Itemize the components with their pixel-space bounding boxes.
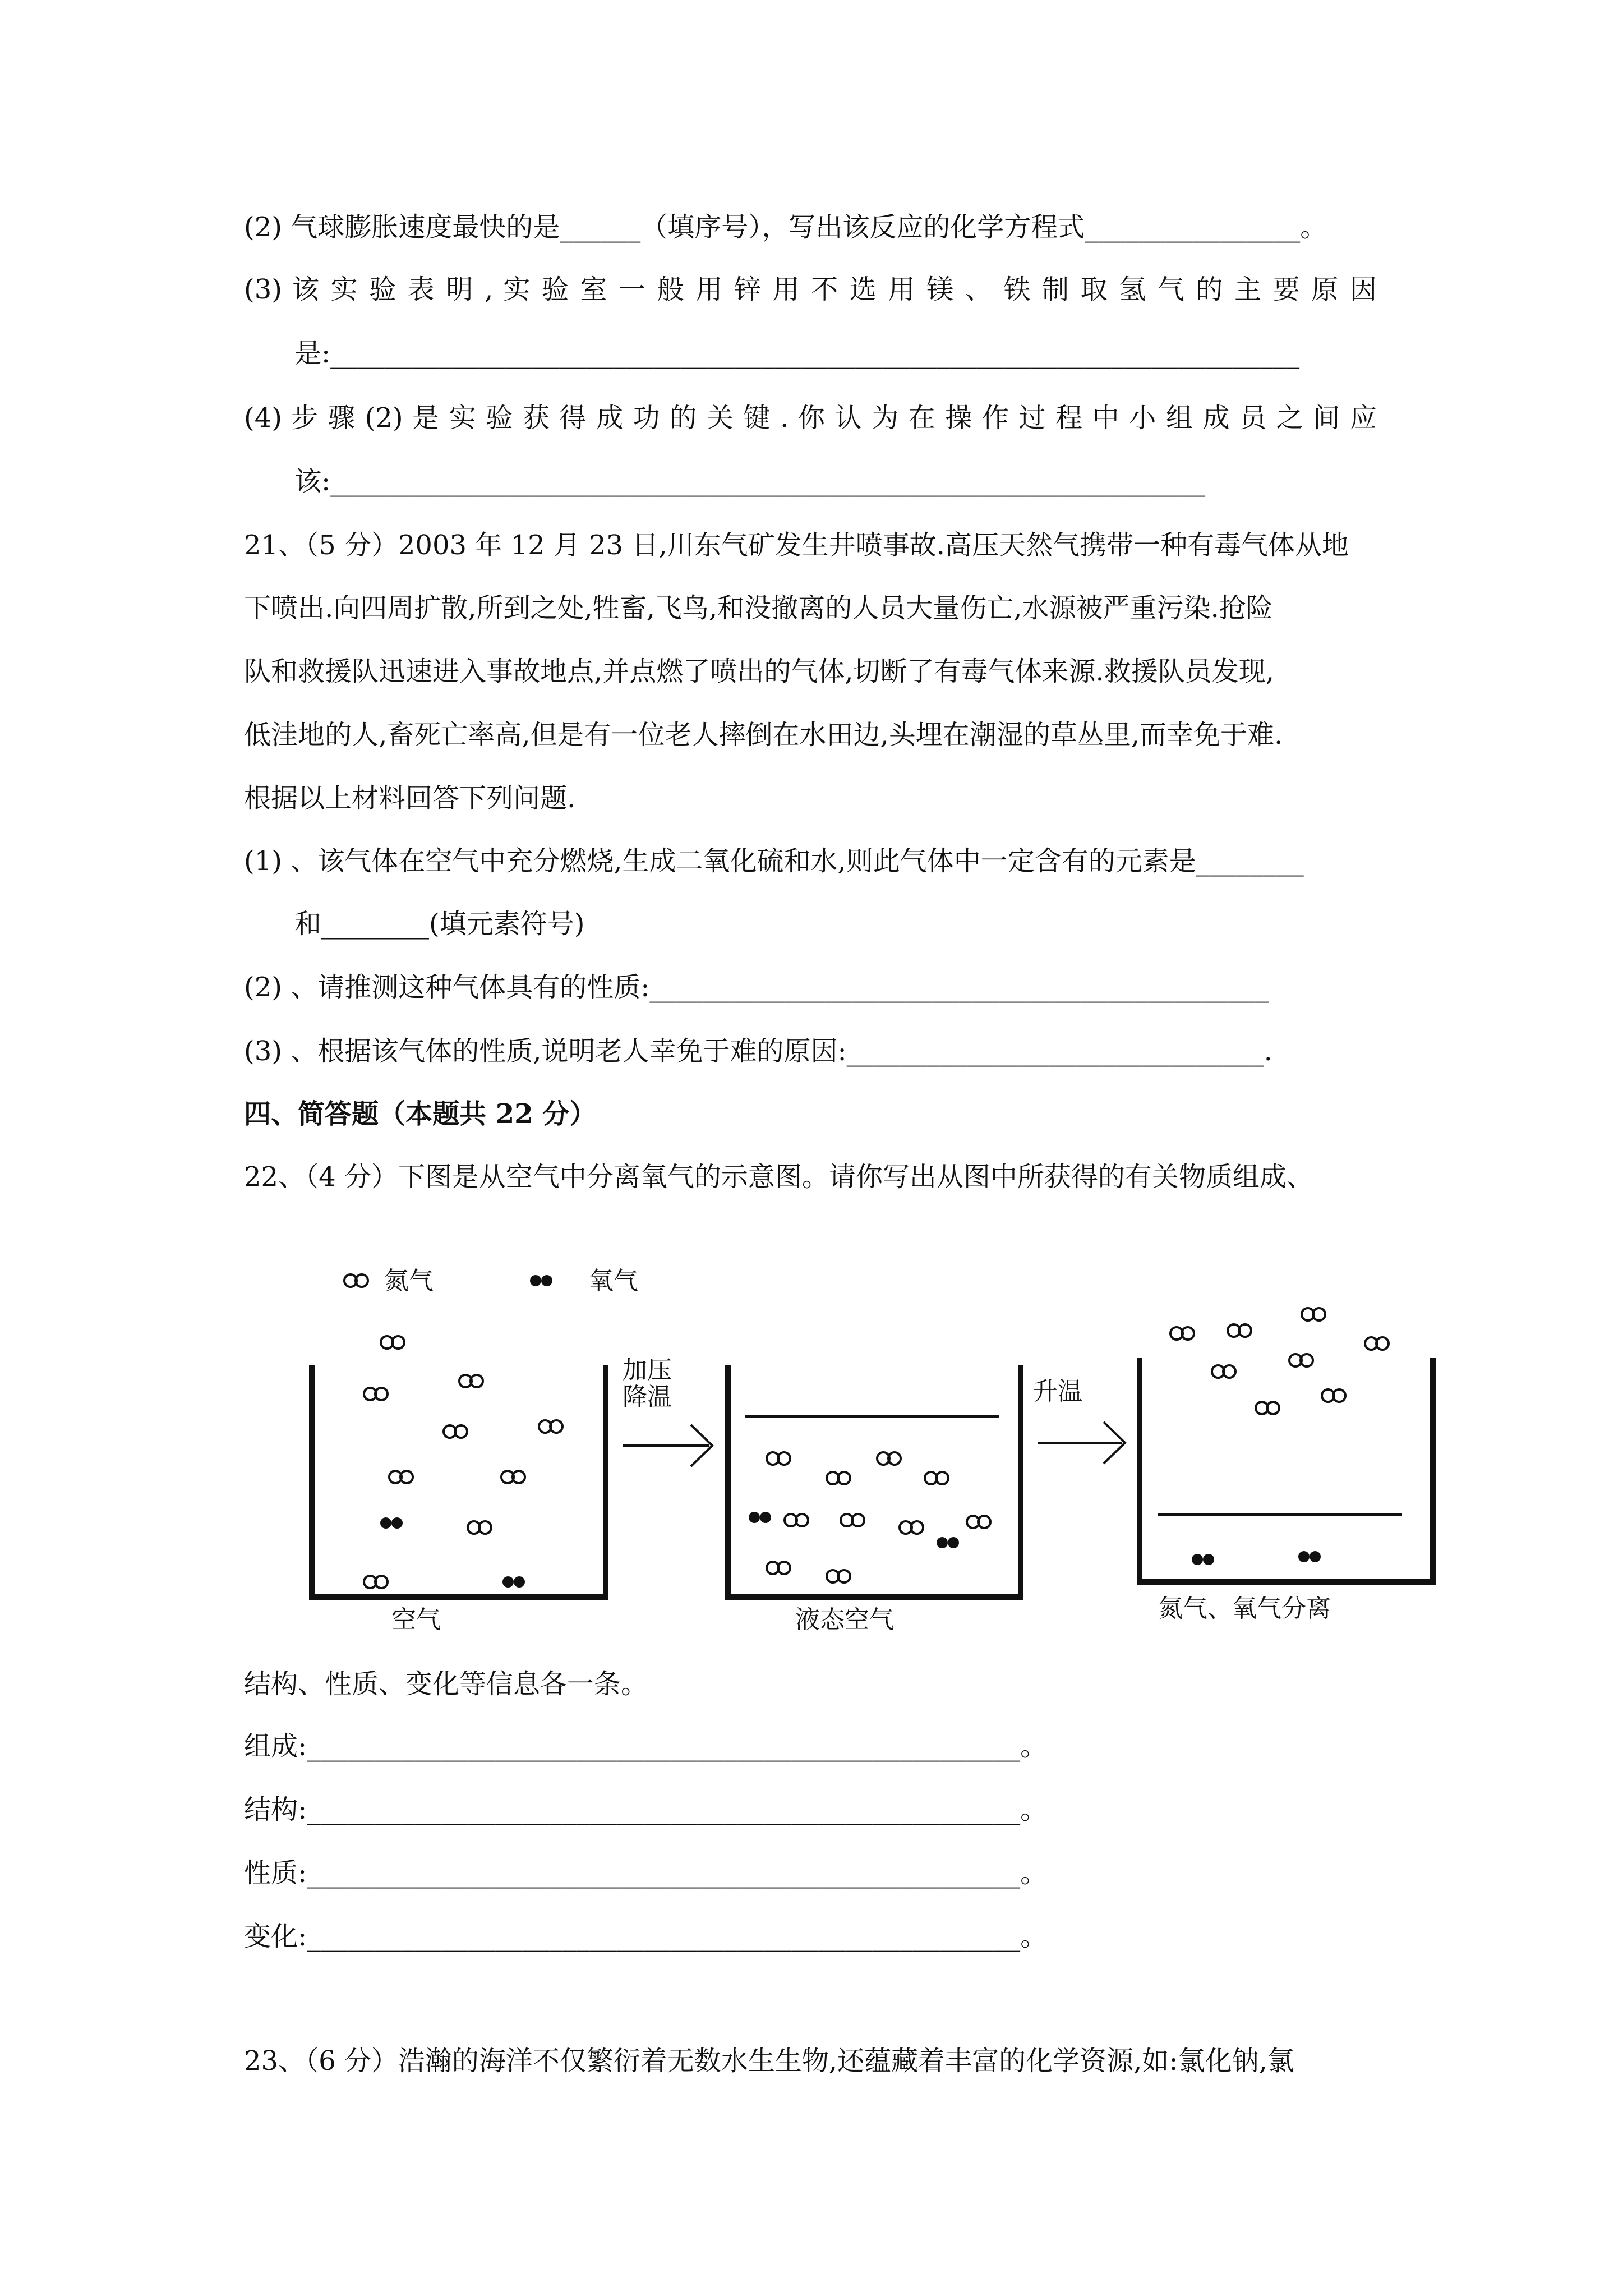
oxygen-molecule-icon: [530, 1275, 552, 1286]
question-23-stem: 23、（6 分）浩瀚的海洋不仅繁衍着无数水生生物,还蕴藏着丰富的化学资源,如:氯化钠,氯: [244, 2045, 1294, 2077]
question-20-part-3: (3) 该 实 验 表 明 , 实 验 室 一 般 用 锌 用 不 选 用 镁 、 铁 制 取 氢 气 的 主 要 原 因: [244, 274, 1377, 305]
question-20-part-2: (2) 气球膨胀速度最快的是______（填序号），写出该反应的化学方程式________________。: [244, 211, 1327, 243]
question-21-paragraph-line: 队和救援队迅速进入事故地点,并点燃了喷出的气体,切断了有毒气体来源.救援队员发现,: [244, 656, 1275, 687]
container-liquid-air: [728, 1365, 1021, 1634]
question-20-part-4: (4) 步 骤 (2) 是 实 验 获 得 成 功 的 关 键 . 你 认 为 在 操 作 过 程 中 小 组 成 员 之 间 应: [244, 402, 1377, 434]
legend-nitrogen: 氮气: [384, 1267, 434, 1295]
arrow2-label: 升温: [1033, 1377, 1082, 1406]
question-22-stem: 22、（4 分）下图是从空气中分离氧气的示意图。请你写出从图中所获得的有关物质组成、: [244, 1161, 1313, 1193]
arrow-pressurize-cool: [623, 1356, 712, 1466]
question-20-part-4-answer: 该:_________________________________________________________________: [294, 466, 1206, 497]
question-21-paragraph-line: 低洼地的人,畜死亡率高,但是有一位老人摔倒在水田边,头埋在潮湿的草丛里,而幸免于难.: [244, 719, 1283, 751]
arrow-warm: [1033, 1377, 1125, 1464]
container-separated: [1140, 1308, 1433, 1623]
section-heading: 四、简答题（本题共 22 分）: [244, 1098, 597, 1130]
question-21-part-1: (1) 、该气体在空气中充分燃烧,生成二氧化硫和水,则此气体中一定含有的元素是________: [244, 845, 1304, 877]
arrow1-label-line1: 加压: [623, 1356, 672, 1384]
label-separated: 氮气、氧气分离: [1158, 1594, 1331, 1623]
question-21-instruction: 根据以上材料回答下列问题.: [244, 783, 576, 814]
answer-line-change: 变化:_____________________________________________________。: [244, 1921, 1048, 1952]
question-21-part-1-continued: 和________(填元素符号): [294, 908, 585, 940]
label-liquid-air: 液态空气: [795, 1605, 894, 1634]
air-separation-diagram: [292, 1254, 1469, 1635]
question-22-stem-continued: 结构、性质、变化等信息各一条。: [244, 1668, 648, 1700]
question-20-part-3-answer: 是:________________________________________________________________________: [294, 338, 1300, 369]
answer-line-property: 性质:_____________________________________________________。: [244, 1857, 1048, 1889]
label-air: 空气: [391, 1605, 441, 1634]
container-air: [312, 1336, 606, 1634]
question-21-stem: 21、（5 分）2003 年 12 月 23 日,川东气矿发生井喷事故.高压天然气携带一种有毒气体从地: [244, 530, 1349, 561]
question-21-part-2: (2) 、请推测这种气体具有的性质:______________________________________________: [244, 972, 1269, 1003]
answer-line-structure: 结构:_____________________________________________________。: [244, 1794, 1048, 1825]
question-21-paragraph-line: 下喷出.向四周扩散,所到之处,牲畜,飞鸟,和没撤离的人员大量伤亡,水源被严重污染.抢险: [244, 592, 1273, 624]
nitrogen-molecule-icon: [344, 1274, 368, 1287]
legend-oxygen: 氧气: [589, 1267, 638, 1295]
legend: [344, 1267, 638, 1295]
arrow1-label-line2: 降温: [623, 1383, 672, 1411]
question-21-part-3: (3) 、根据该气体的性质,说明老人幸免于难的原因:_______________________________.: [244, 1036, 1272, 1067]
answer-line-composition: 组成:_____________________________________________________。: [244, 1731, 1048, 1762]
